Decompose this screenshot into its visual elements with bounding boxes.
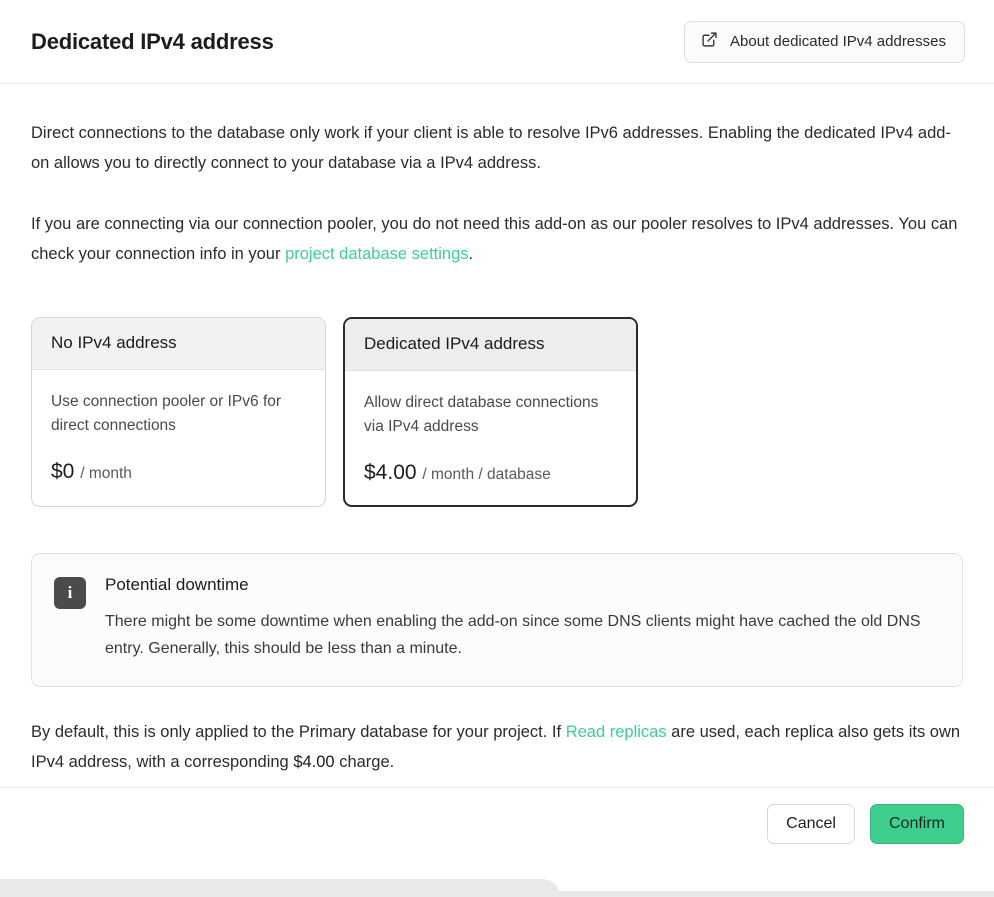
option-card-dedicated-ipv4[interactable] xyxy=(343,317,638,507)
cancel-button[interactable]: Cancel xyxy=(767,804,855,844)
replica-footnote-text-1: By default, this is only applied to the Primary database for your project. If xyxy=(31,723,566,741)
info-icon: i xyxy=(54,577,86,609)
option-card-no-ipv4[interactable] xyxy=(31,317,326,507)
modal-header xyxy=(0,0,994,84)
pooler-paragraph-text-1: If you are connecting via our connection pooler, you do not need this add-on as our pooler resolves to IPv4 addresses. You can check your connection info in your xyxy=(31,215,958,263)
replica-footnote-text-3: charge. xyxy=(334,753,395,771)
option-card-dedicated-ipv4-price-value: $4.00 xyxy=(364,461,417,484)
about-dedicated-ipv4-button[interactable] xyxy=(684,21,965,63)
ipv4-option-group xyxy=(31,317,963,507)
option-card-no-ipv4-description: Use connection pooler or IPv6 for direct connections xyxy=(51,393,282,434)
option-card-no-ipv4-price xyxy=(51,460,306,484)
potential-downtime-callout xyxy=(31,553,963,687)
callout-body: There might be some downtime when enabling the add-on since some DNS clients might have cached the old DNS entry. Generally, this should be less than a minute. xyxy=(105,613,921,657)
option-card-no-ipv4-price-value: $0 xyxy=(51,460,75,483)
confirm-button[interactable]: Confirm xyxy=(870,804,964,844)
replica-footnote-price: $4.00 xyxy=(293,753,335,771)
option-card-dedicated-ipv4-title: Dedicated IPv4 address xyxy=(345,319,636,371)
option-card-dedicated-ipv4-price-unit: / month / database xyxy=(422,466,551,483)
pooler-paragraph xyxy=(31,209,961,269)
pooler-paragraph-text-2: . xyxy=(468,245,474,263)
read-replicas-link[interactable]: Read replicas xyxy=(565,723,667,741)
option-card-no-ipv4-body xyxy=(32,370,325,504)
modal-body xyxy=(0,84,994,777)
option-card-dedicated-ipv4-price xyxy=(364,461,617,485)
modal-footer xyxy=(0,787,994,859)
replica-footnote xyxy=(31,717,963,777)
option-card-no-ipv4-price-unit: / month xyxy=(80,465,132,482)
intro-paragraph: Direct connections to the database only work if your client is able to resolve IPv6 addresses. Enabling the dedicated IPv4 add-on allows you to directly connect to your database via a IPv4 address. xyxy=(31,124,951,172)
callout-text xyxy=(105,575,940,662)
callout-title: Potential downtime xyxy=(105,575,249,594)
external-link-icon xyxy=(701,31,718,52)
about-button-label: About dedicated IPv4 addresses xyxy=(730,33,946,50)
option-card-dedicated-ipv4-description: Allow direct database connections via IPv4 address xyxy=(364,394,599,435)
replica-footnote-text-2: are used, each replica also gets its own IPv4 address, with a corresponding xyxy=(31,723,961,771)
page-background-strip xyxy=(0,859,994,897)
option-card-dedicated-ipv4-body xyxy=(345,371,636,505)
strip-blob xyxy=(0,879,560,897)
project-database-settings-link[interactable]: project database settings xyxy=(285,245,469,263)
page-title: Dedicated IPv4 address xyxy=(31,28,274,54)
option-card-no-ipv4-title: No IPv4 address xyxy=(32,318,325,370)
